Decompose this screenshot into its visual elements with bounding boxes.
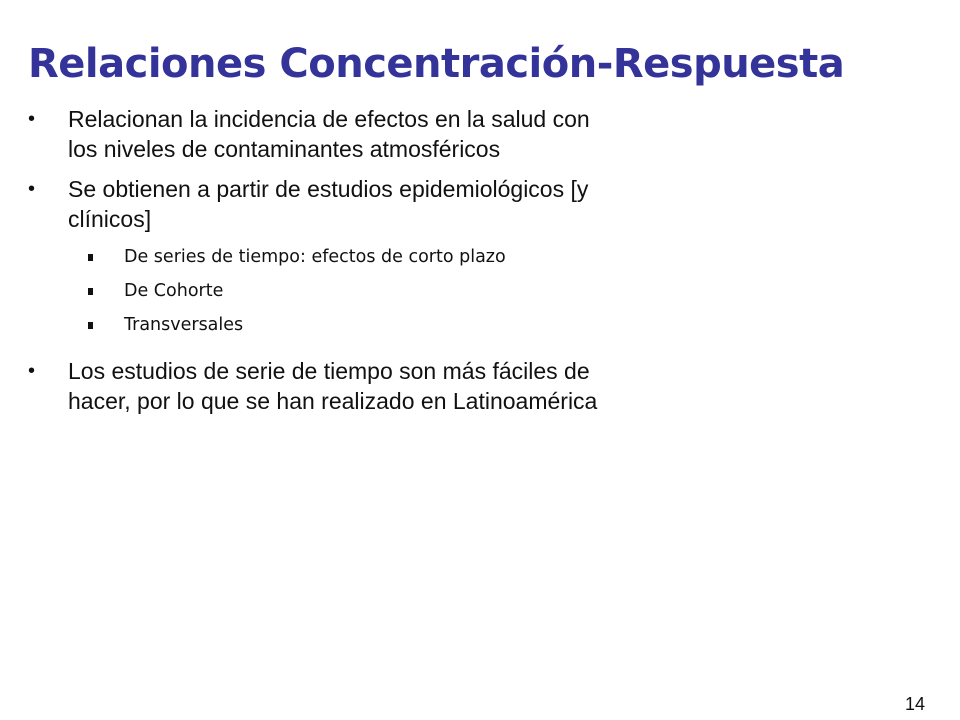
bullet-dot-icon: •	[28, 178, 36, 200]
square-bullet-icon	[88, 322, 93, 329]
bullet-item	[28, 104, 618, 164]
bullet-item	[28, 174, 618, 234]
square-bullet-icon	[88, 254, 93, 261]
sub-bullet-text: De series de tiempo: efectos de corto plazo	[124, 247, 506, 267]
bullet-dot-icon: •	[28, 360, 36, 382]
page-number: 14	[905, 694, 926, 714]
bullet-text: Los estudios de serie de tiempo son más fáciles de hacer, por lo que se han realizado en Latinoamérica	[68, 358, 598, 414]
sub-bullet-item	[28, 246, 618, 268]
sub-bullet-item	[28, 314, 618, 336]
slide-title: Relaciones Concentración-Respuesta	[28, 41, 845, 87]
square-bullet-icon	[88, 288, 93, 295]
bullet-text: Se obtienen a partir de estudios epidemiológicos [y clínicos]	[68, 176, 589, 232]
sub-bullet-text: Transversales	[124, 315, 244, 335]
sub-bullet-text: De Cohorte	[124, 281, 224, 301]
bullet-text: Relacionan la incidencia de efectos en la salud con los niveles de contaminantes atmosféricos	[68, 106, 590, 162]
bullet-dot-icon: •	[28, 108, 36, 130]
bullet-item	[28, 356, 618, 416]
sub-bullet-item	[28, 280, 618, 302]
sub-bullet-list	[28, 246, 618, 336]
slide-content	[28, 104, 618, 426]
